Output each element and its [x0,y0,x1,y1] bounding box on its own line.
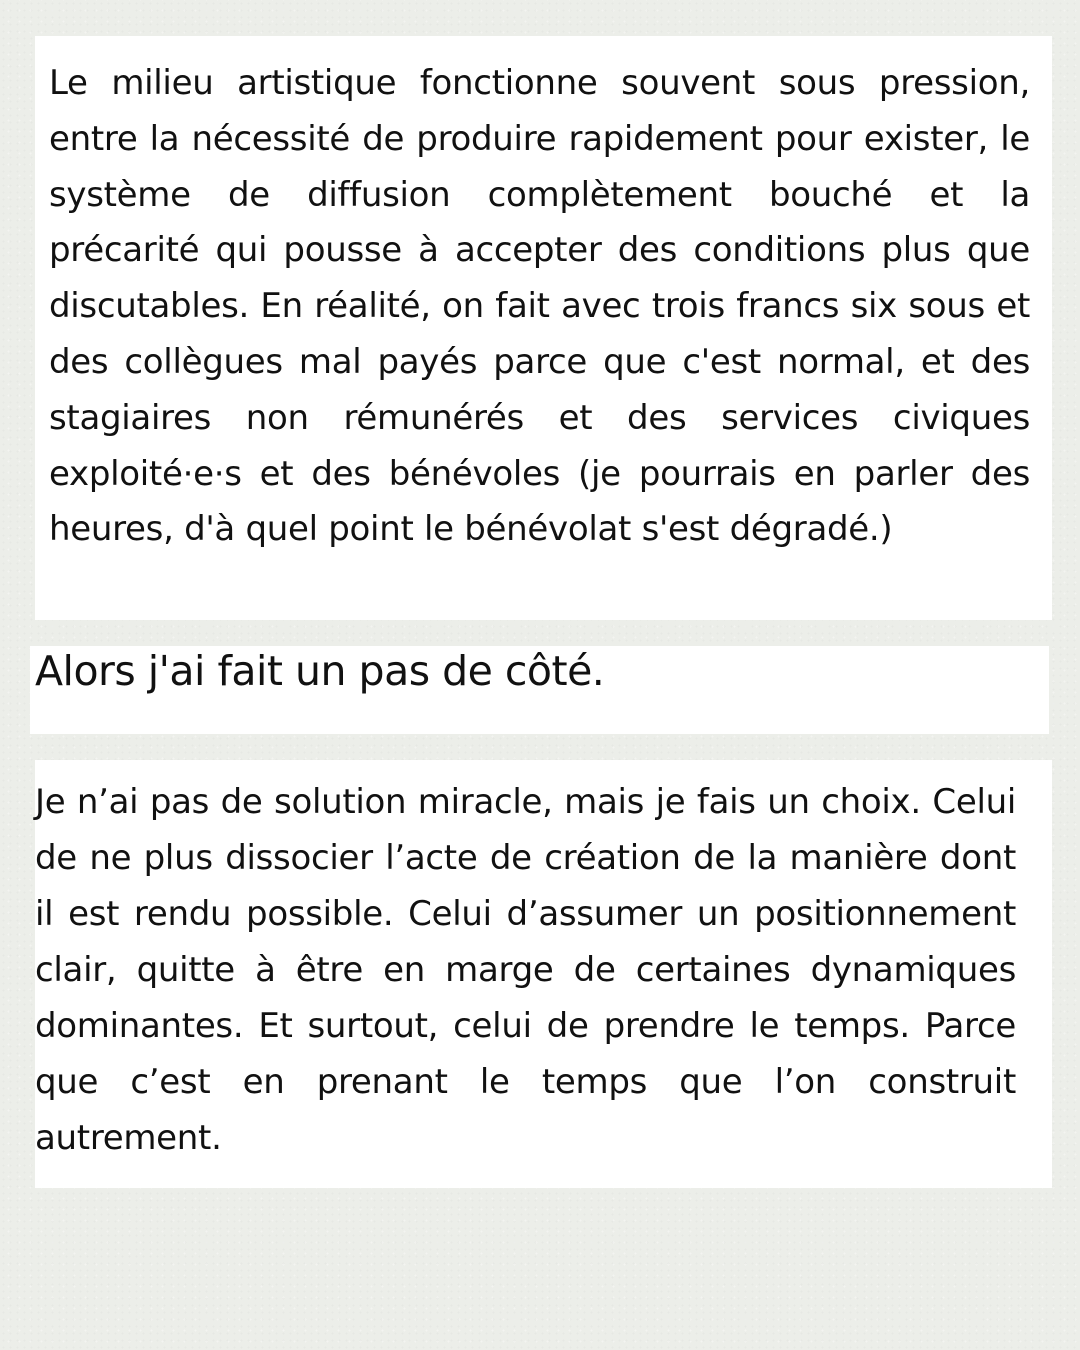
intro-text-card [35,36,1052,620]
intro-paragraph: Le milieu artistique fonctionne souvent sous pression, entre la nécessité de produire rapidement pour exister, le système de diffusion complètement bouché et la précarité qui pousse à accepter des conditions plus que discutables. En réalité, on fait avec trois francs six sous et des collègues mal payés parce que c'est normal, et des stagiaires non rémunérés et des services civiques exploité·e·s et des bénévoles (je pourrais en parler des heures, d'à quel point le bénévolat s'est dégradé.) [49,63,1030,550]
section-heading: Alors j'ai fait un pas de côté. [35,647,605,695]
heading-card [30,646,1049,734]
conclusion-text-card [35,760,1052,1188]
conclusion-paragraph: Je n’ai pas de solution miracle, mais je fais un choix. Celui de ne plus dissocier l’acte de création de la manière dont il est rendu possible. Celui d’assumer un positionnement clair, quitte à être en marge de certaines dynamiques dominantes. Et surtout, celui de prendre le temps. Parce que c’est en prenant le temps que l’on construit autrement. [35,782,1016,1158]
